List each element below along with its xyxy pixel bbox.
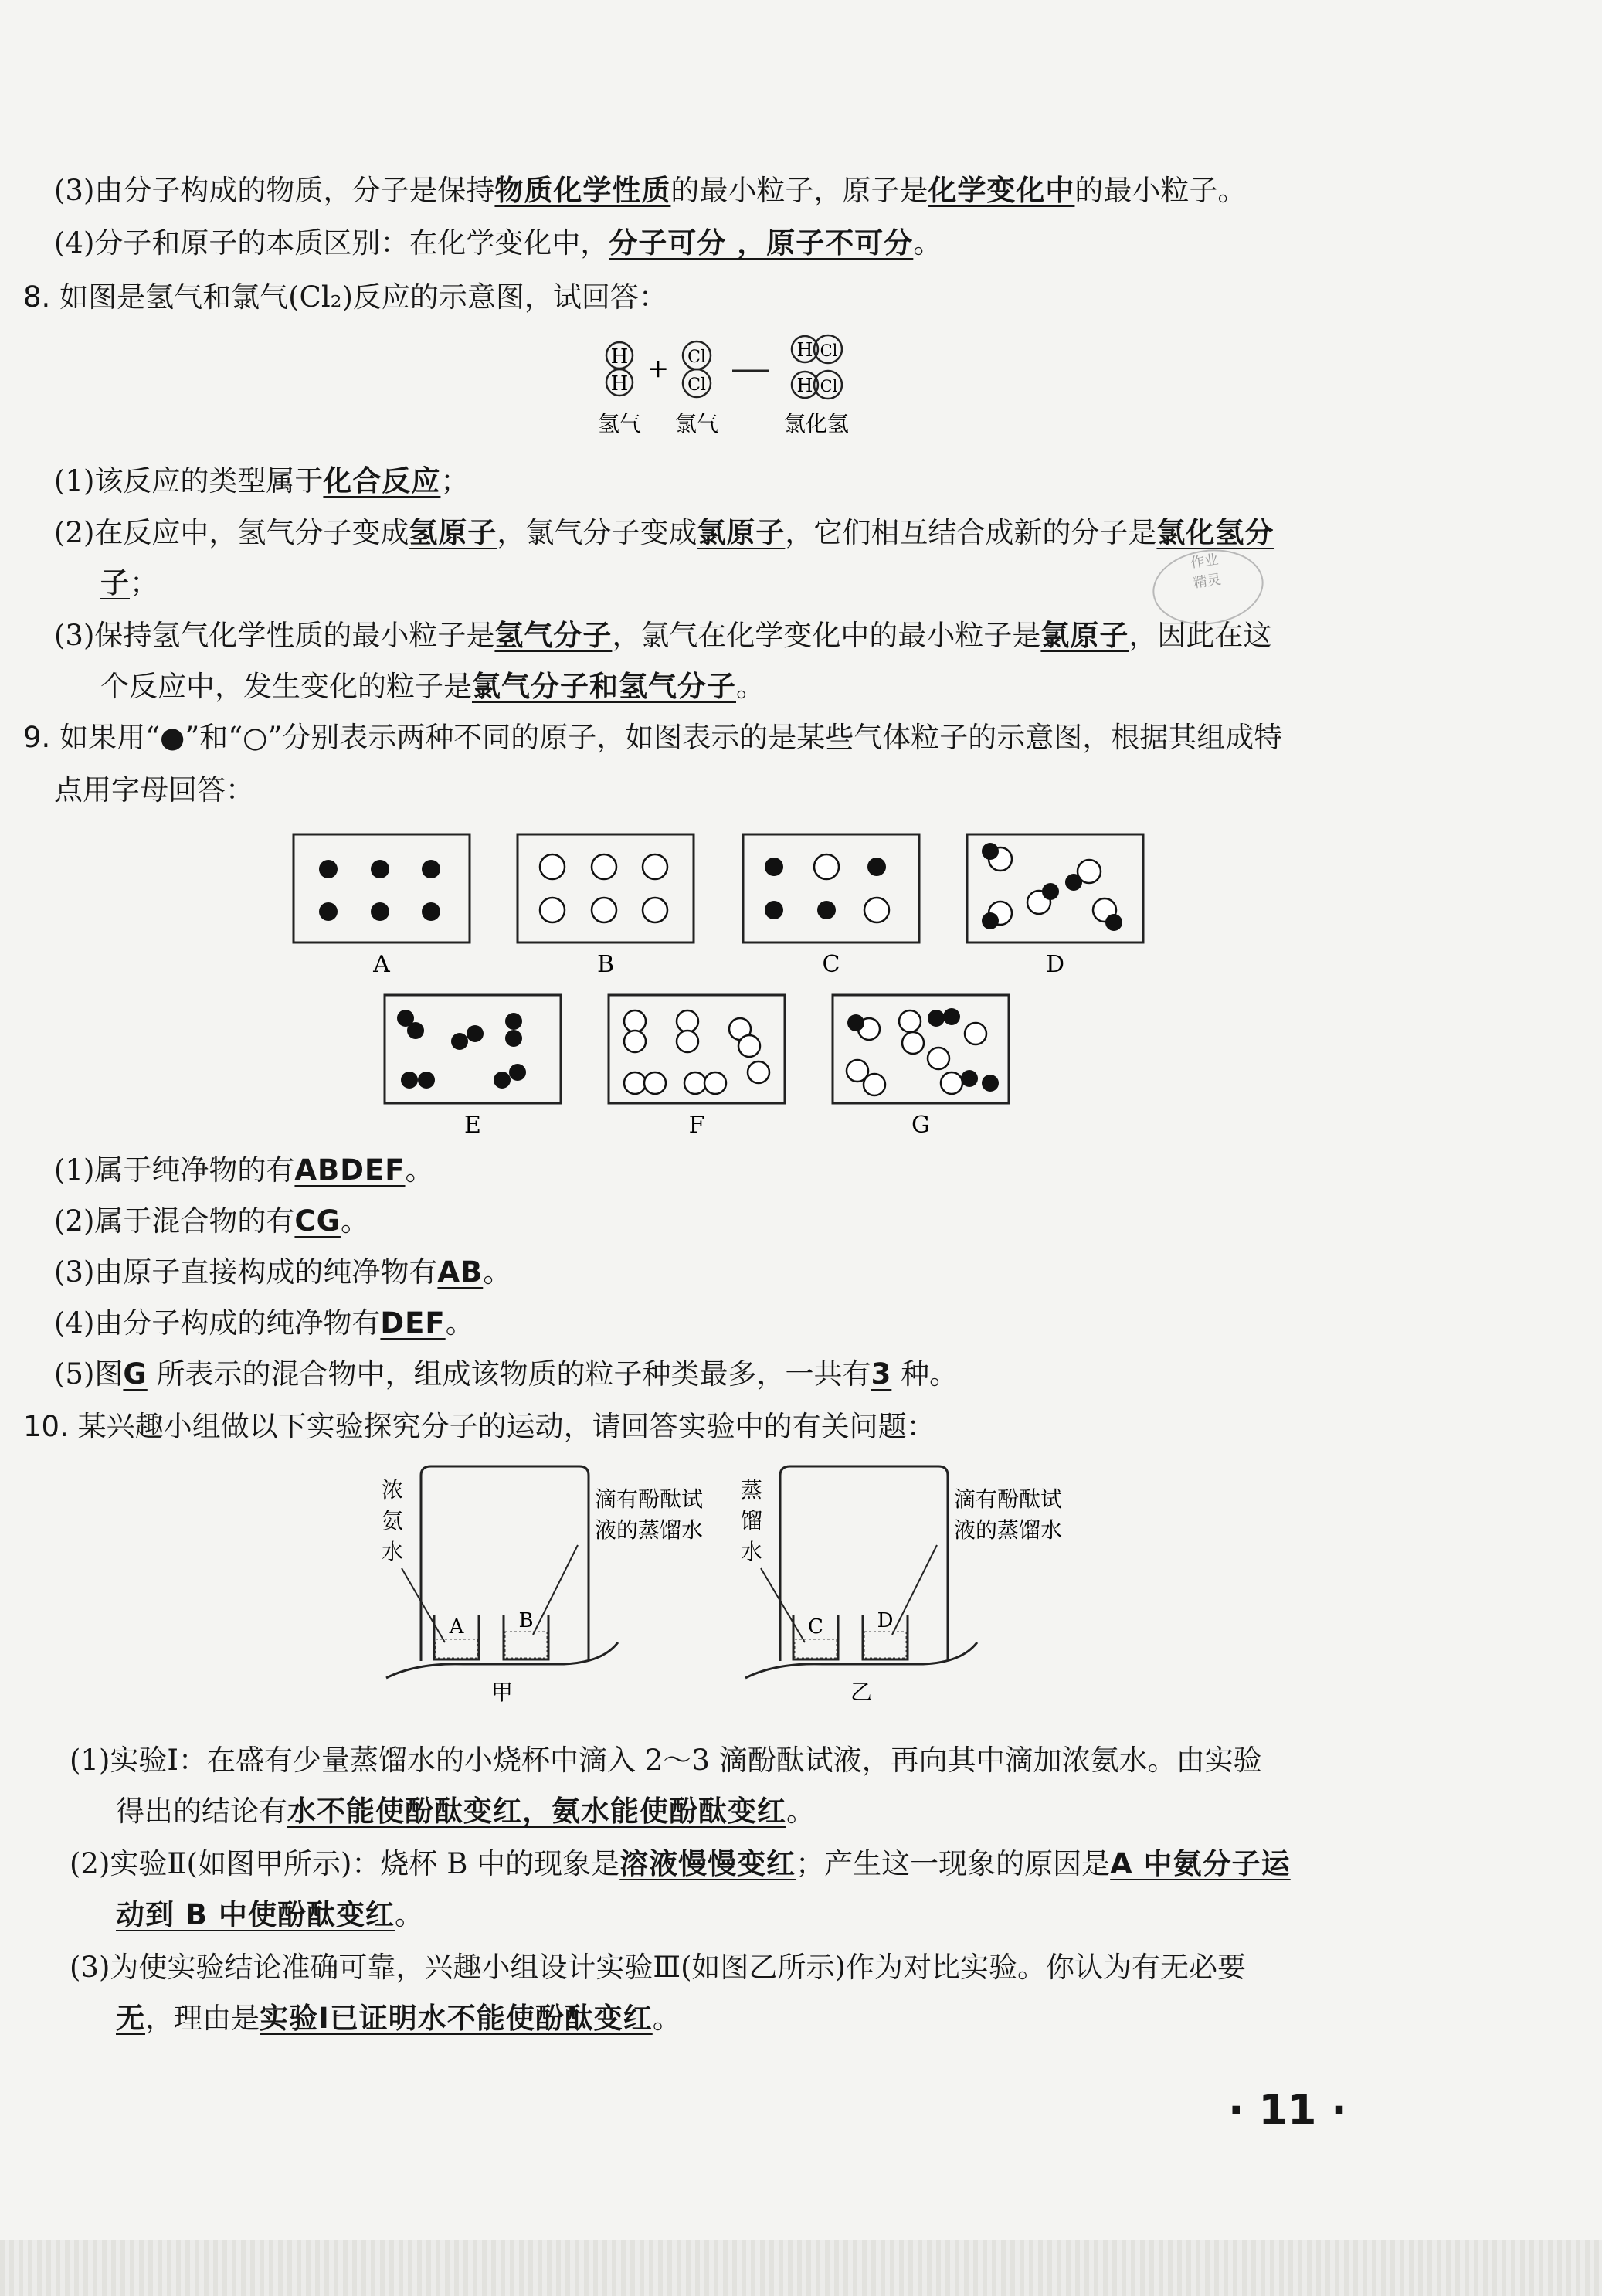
q7-part4-text: (4)分子和原子的本质区别：在化学变化中， [54,226,609,260]
conc-ammonia-char-1: 浓 [381,1477,404,1503]
cl-atom-label-2: Cl [687,375,706,395]
q9-part4-text: (4)由分子构成的纯净物有 [54,1306,381,1340]
q7-part4 [54,224,942,263]
q8-answer-3: 氯原子 [697,516,786,549]
box-label-f: F [688,1112,705,1139]
q10-part1 [70,1741,1262,1780]
q7-part3-end: 的最小粒子。 [1074,174,1247,207]
q9-answer-6: 3 [871,1357,892,1391]
q7-part3 [54,172,1246,210]
stamp-text-2: 精灵 [1192,571,1223,592]
q8-part3-mid2: ，因此在这 [1129,619,1272,652]
q8-stem-text: 如图是氢气和氯气(Cl₂)反应的示意图，试回答： [59,280,667,314]
q10-stem-text: 某兴趣小组做以下实验探究分子的运动，请回答实验中的有关问题： [77,1410,935,1443]
q10-part2-cont [116,1896,423,1934]
q9-part4-end: 。 [445,1306,474,1340]
q10-part1-cont [116,1792,815,1831]
q7-answer-2: 化学变化中 [928,174,1075,207]
q9-part2 [54,1202,369,1241]
box-label-e: E [464,1112,481,1139]
q8-answer-1: 化合反应 [323,464,441,498]
q10-answer-2: 溶液慢慢变红 [619,1847,796,1880]
q8-answer-2: 氢原子 [409,516,497,549]
q9-part1-text: (1)属于纯净物的有 [54,1153,295,1187]
beaker-c-label: C [808,1615,823,1639]
phenolphthalein-label-yi-2: 液的蒸馏水 [954,1517,1063,1543]
q9-part5-end: 种。 [891,1357,959,1391]
q8-part2-mid1: ，氯气分子变成 [497,516,697,549]
caption-yi: 乙 [850,1680,873,1705]
beaker-b-label: B [518,1609,534,1632]
phenolphthalein-label-yi-1: 滴有酚酞试 [954,1486,1063,1512]
q10-answer-5: 实验Ⅰ已证明水不能使酚酞变红 [260,2002,653,2035]
box-label-d: D [1045,951,1065,978]
box-label-b: B [596,951,615,978]
page-number: · 11 · [1228,2086,1347,2135]
q10-stem [23,1408,935,1446]
q9-stem-cont [54,771,254,810]
q9-part3-end: 。 [483,1255,512,1289]
hcl-cl-label-1: Cl [820,341,838,360]
q9-part5-mid: 所表示的混合物中，组成该物质的粒子种类最多，一共有 [147,1357,871,1391]
box-b [518,834,694,943]
box-a [294,834,470,943]
q9-stem-line2: 点用字母回答： [54,773,254,807]
q8-part1-text: (1)该反应的类型属于 [54,464,324,498]
q10-part2-end: 。 [394,1898,423,1931]
q10-answer-4: 无 [116,2002,145,2035]
label-hydrogen: 氢气 [597,411,642,436]
beaker-d-label: D [877,1609,894,1632]
q8-part2-mid2: ，它们相互结合成新的分子是 [785,516,1157,549]
q7-part3-text: (3)由分子构成的物质，分子是保持 [54,174,495,207]
q9-stem-line1: 如果用“●”和“○”分别表示两种不同的原子，如图表示的是某些气体粒子的示意图，根据其组成特 [59,721,1283,754]
q9-number: 9. [23,721,51,754]
q7-answer-1: 物质化学性质 [494,174,671,207]
plus-sign: + [647,353,670,384]
q10-part3-end: 。 [652,2002,681,2035]
q10-part2-text: (2)实验Ⅱ(如图甲所示)：烧杯 B 中的现象是 [70,1847,620,1880]
phenolphthalein-label-jia-2: 液的蒸馏水 [595,1517,704,1543]
q9-part1 [54,1151,434,1190]
q8-part2-text: (2)在反应中，氢气分子变成 [54,516,409,549]
stamp-text-1: 作业 [1190,551,1220,572]
q9-part2-end: 。 [340,1204,369,1238]
q7-part3-mid: 的最小粒子，原子是 [670,174,928,207]
q10-part1-end: 。 [786,1795,815,1828]
q10-part2 [70,1845,1291,1883]
q10-part3-line1: (3)为使实验结论准确可靠，兴趣小组设计实验Ⅲ(如图乙所示)作为对比实验。你认为有无必要 [70,1951,1246,1984]
conc-ammonia-char-3: 水 [381,1539,404,1564]
q9-answer-5: G [123,1357,148,1391]
q10-answer-3: A 中氨分子运 [1110,1847,1291,1880]
label-chlorine: 氯气 [674,411,719,436]
caption-jia: 甲 [490,1680,514,1705]
box-label-a: A [373,951,390,978]
h2-cl2-reaction-diagram [587,332,896,448]
q8-part3-end: 。 [736,670,765,703]
q8-answer-7: 氯气分子和氢气分子 [472,670,736,703]
q9-part3-text: (3)由原子直接构成的纯净物有 [54,1255,438,1289]
q9-part4 [54,1304,474,1343]
distilled-water-char-1: 蒸 [740,1477,763,1503]
q9-answer-3: AB [437,1255,484,1289]
q7-answer-3: 分子可分 ，原子不可分 [609,226,914,260]
q8-part3-line2: 个反应中，发生变化的粒子是 [100,670,472,703]
distilled-water-char-3: 水 [740,1539,763,1564]
q7-part4-end: 。 [913,226,942,260]
q10-part3-mid: ，理由是 [145,2002,260,2035]
q8-part2-end: ； [130,566,158,599]
label-hydrogen-chloride: 氯化氢 [783,411,850,436]
phenolphthalein-label-jia-1: 滴有酚酞试 [595,1486,704,1512]
beaker-a-label: A [449,1615,464,1639]
q8-part3-cont [100,667,765,706]
q8-part3 [54,616,1271,655]
q8-part1-end: ； [440,464,470,498]
q10-part3 [70,1948,1246,1987]
q8-answer-4-cont: 子 [100,566,130,599]
q8-part2-cont [100,564,158,603]
q8-part1 [54,462,469,501]
q8-number: 8. [23,280,51,314]
q9-answer-2: CG [294,1204,341,1238]
q8-answer-4: 氯化氢分 [1156,516,1274,549]
q9-stem [23,718,1282,757]
q8-part3-mid1: ，氯气在化学变化中的最小粒子是 [612,619,1041,652]
q9-part1-end: 。 [405,1153,434,1187]
hcl-h-label-2: H [796,375,813,396]
q9-part2-text: (2)属于混合物的有 [54,1204,295,1238]
q10-number: 10. [23,1410,69,1443]
hcl-cl-label-2: Cl [820,377,838,396]
distilled-water-char-2: 馏 [740,1508,763,1533]
q10-part2-mid: ；产生这一现象的原因是 [796,1847,1111,1880]
box-label-c: C [822,951,840,978]
hcl-h-label-1: H [796,339,813,361]
q10-part3-cont [116,1999,681,2038]
conc-ammonia-char-2: 氨 [381,1508,404,1533]
q8-stem [23,278,667,317]
scan-bottom-edge [0,2240,1602,2296]
particle-diagrams [286,827,1174,1143]
q8-part3-text: (3)保持氢气化学性质的最小粒子是 [54,619,495,652]
box-label-g: G [911,1112,930,1139]
q8-answer-6: 氯原子 [1040,619,1129,652]
apparatus-jia [386,1466,618,1678]
cl-atom-label-1: Cl [687,348,706,367]
q10-answer-3-cont: 动到 B 中使酚酞变红 [116,1898,395,1931]
q8-part2 [54,514,1274,552]
q9-part5-text: (5)图 [54,1357,124,1391]
q9-part3 [54,1253,511,1292]
q10-part1-line2: 得出的结论有 [116,1795,287,1828]
h-atom-label-2: H [610,372,629,396]
q9-answer-4: DEF [380,1306,446,1340]
q10-part1-line1: (1)实验Ⅰ：在盛有少量蒸馏水的小烧杯中滴入 2～3 滴酚酞试液，再向其中滴加浓氨水。由实验 [70,1744,1262,1777]
apparatus-yi [745,1466,977,1678]
box-c [743,834,919,943]
q8-answer-5: 氢气分子 [494,619,613,652]
molecule-motion-experiment-diagram [371,1460,1112,1715]
q9-answer-1: ABDEF [294,1153,406,1187]
h-atom-label-1: H [610,345,629,369]
q9-part5 [54,1355,958,1394]
q10-answer-1: 水不能使酚酞变红，氨水能使酚酞变红 [287,1795,786,1828]
